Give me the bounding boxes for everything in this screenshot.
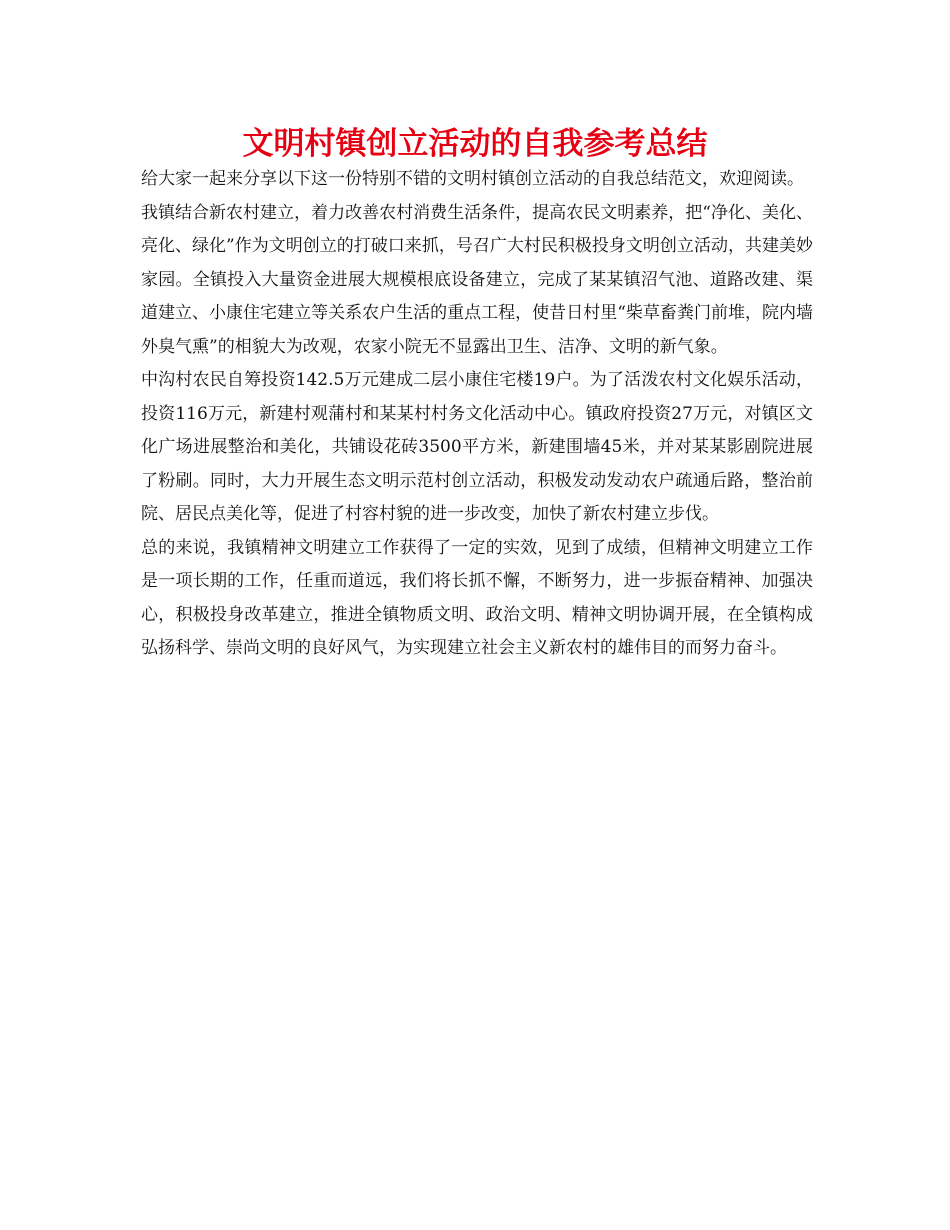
paragraph-construction: 我镇结合新农村建立，着力改善农村消费生活条件，提高农民文明素养，把“净化、美化、亮化、绿化”作为文明创立的打破口来抓，号召广大村民积极投身文明创立活动，共建美妙家园。全镇投入大量资金进展大规模根底设备建立，完成了某某镇沼气池、道路改建、渠道建立、小康住宅建立等关系农户生活的重点工程，使昔日村里“柴草畜粪门前堆，院内墙外臭气熏”的相貌大为改观，农家小院无不显露出卫生、洁净、文明的新气象。 — [141, 202, 813, 357]
paragraph-conclusion: 总的来说，我镇精神文明建立工作获得了一定的实效，见到了成绩，但精神文明建立工作是一项长期的工作，任重而道远，我们将长抓不懈，不断努力，进一步振奋精神、加强决心，积极投身改革建立，推进全镇物质文明、政治文明、精神文明协调开展，在全镇构成弘扬科学、崇尚文明的良好风气，为实现建立社会主义新农村的雄伟目的而努力奋斗。 — [141, 537, 813, 658]
document-title: 文明村镇创立活动的自我参考总结 — [242, 126, 708, 162]
paragraph-investment: 中沟村农民自筹投资142.5万元建成二层小康住宅楼19户。为了活泼农村文化娱乐活动，投资116万元，新建村观蒲村和某某村村务文化活动中心。镇政府投资27万元，对镇区文化广场进展整治和美化，共铺设花砖3500平方米，新建围墙45米，并对某某影剧院进展了粉刷。同时，大力开展生态文明示范村创立活动，积极发动发动农户疏通后路，整治前院、居民点美化等，促进了村容村貌的进一步改变，加快了新农村建立步伐。 — [141, 370, 813, 524]
paragraph-intro: 给大家一起来分享以下这一份特别不错的文明村镇创立活动的自我总结范文，欢迎阅读。 — [141, 169, 804, 189]
document-body — [141, 163, 813, 666]
